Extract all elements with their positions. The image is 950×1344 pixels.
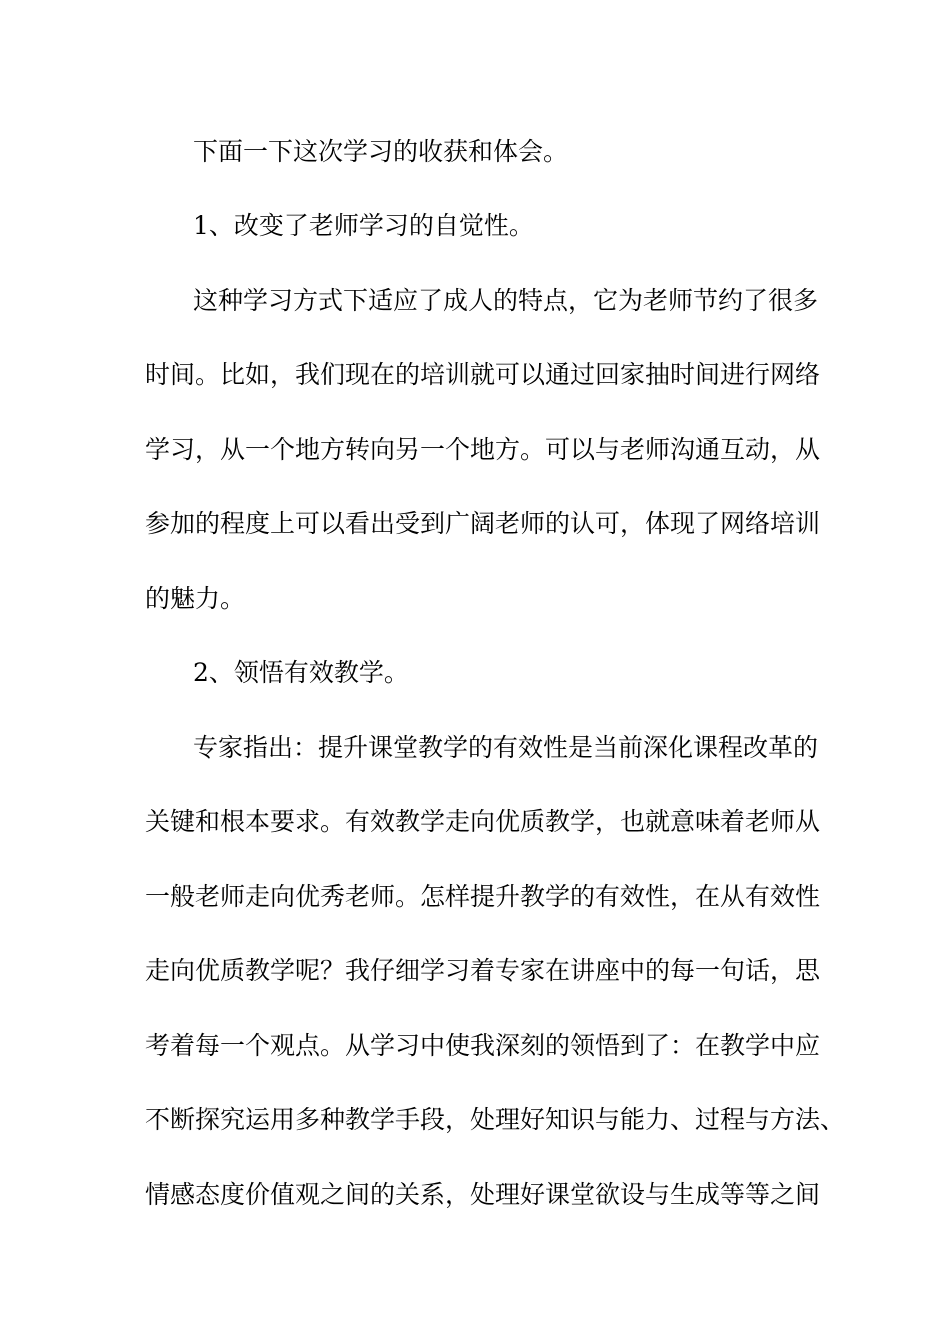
paragraph-line: 一般老师走向优秀老师。怎样提升教学的有效性，在从有效性	[145, 882, 821, 911]
paragraph-line: 考着每一个观点。从学习中使我深刻的领悟到了：在教学中应	[145, 1031, 821, 1060]
paragraph-line: 情感态度价值观之间的关系，处理好课堂欲设与生成等等之间	[145, 1180, 821, 1209]
paragraph-line: 这种学习方式下适应了成人的特点，它为老师节约了很多	[193, 286, 819, 315]
paragraph-line: 的魅力。	[145, 584, 246, 613]
paragraph-line: 不断探究运用多种教学手段，处理好知识与能力、过程与方法、	[145, 1105, 846, 1134]
paragraph-line: 参加的程度上可以看出受到广阔老师的认可，体现了网络培训	[145, 509, 821, 538]
paragraph-line: 学习，从一个地方转向另一个地方。可以与老师沟通互动，从	[145, 435, 821, 464]
section-heading-1: 1、改变了老师学习的自觉性。	[193, 211, 534, 240]
paragraph-line: 关键和根本要求。有效教学走向优质教学，也就意味着老师从	[145, 807, 821, 836]
section-heading-2: 2、领悟有效教学。	[193, 658, 409, 687]
paragraph-intro: 下面一下这次学习的收获和体会。	[193, 137, 569, 166]
paragraph-line: 走向优质教学呢？我仔细学习着专家在讲座中的每一句话，思	[145, 956, 821, 985]
paragraph-line: 时间。比如，我们现在的培训就可以通过回家抽时间进行网络	[145, 360, 821, 389]
paragraph-line: 专家指出：提升课堂教学的有效性是当前深化课程改革的	[193, 733, 819, 762]
